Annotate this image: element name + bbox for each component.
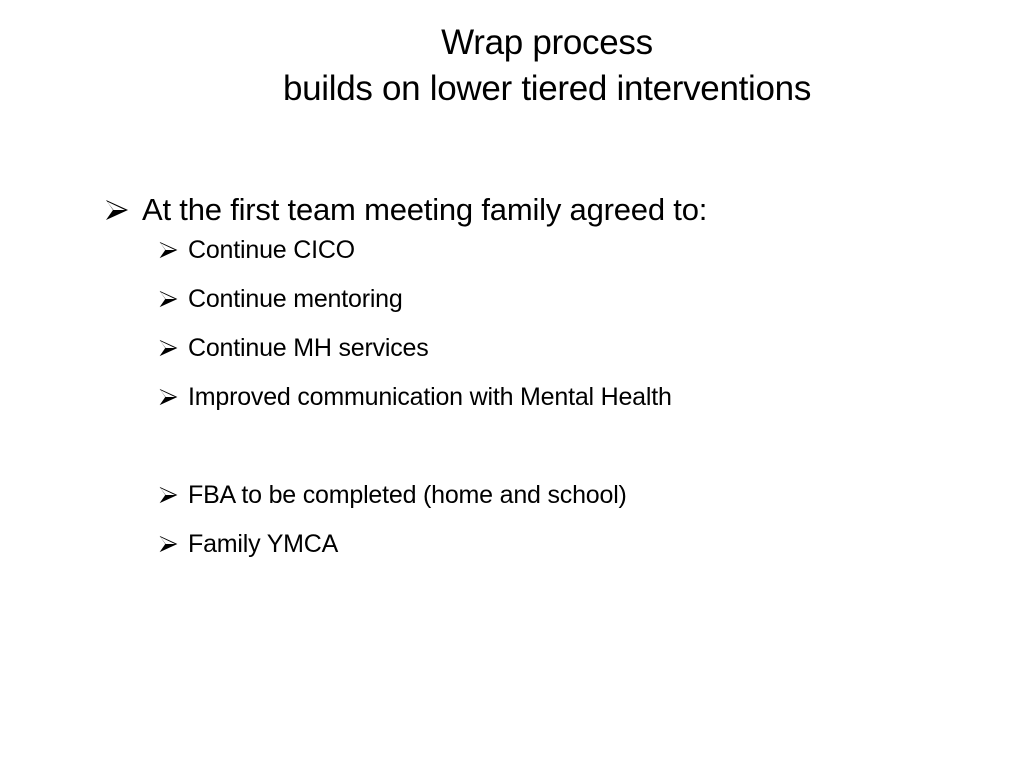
slide-title	[0, 20, 1024, 112]
sub-bullet	[104, 479, 984, 528]
sub-bullet-text: Family YMCA	[188, 530, 339, 558]
arrow-bullet-icon	[158, 534, 179, 554]
slide-title-line-1: Wrap process	[441, 23, 653, 62]
arrow-bullet-icon	[158, 338, 179, 358]
sub-bullet	[104, 283, 984, 332]
sub-bullet	[104, 381, 984, 430]
sub-bullet-text: FBA to be completed (home and school)	[188, 481, 627, 509]
sub-bullet	[104, 332, 984, 381]
main-bullet-text: At the first team meeting family agreed to:	[142, 192, 708, 227]
arrow-bullet-icon	[158, 289, 179, 309]
sub-bullet-text: Continue mentoring	[188, 285, 403, 313]
arrow-bullet-icon	[158, 485, 179, 505]
slide-title-line-2: builds on lower tiered interventions	[282, 69, 812, 108]
sub-bullet	[104, 528, 984, 577]
sub-bullet	[104, 234, 984, 283]
sub-bullet-text: Continue MH services	[188, 334, 429, 362]
slide-content	[104, 190, 984, 577]
arrow-bullet-icon	[158, 240, 179, 260]
arrow-bullet-icon	[158, 387, 179, 407]
sub-bullet-text: Continue CICO	[188, 236, 355, 264]
sub-bullet-text: Improved communication with Mental Health	[188, 383, 672, 411]
arrow-bullet-icon	[104, 198, 130, 222]
sub-bullet-list	[104, 234, 984, 577]
main-bullet	[104, 190, 984, 230]
